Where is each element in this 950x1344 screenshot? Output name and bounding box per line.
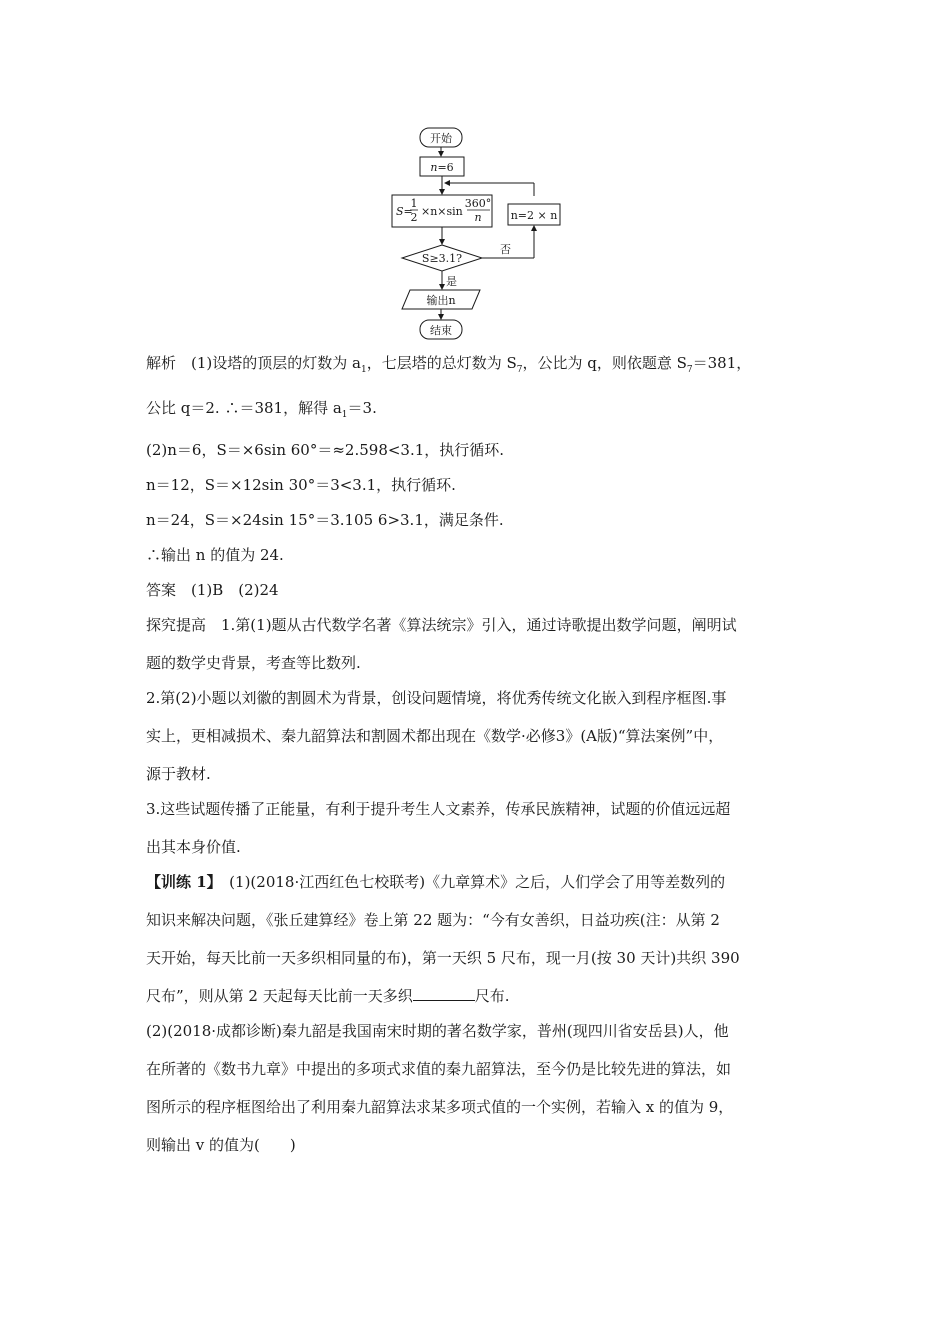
text-line: (2)(2018·成都诊断)秦九韶是我国南宋时期的著名数学家，普州(现四川省安岳县)人，他 [146,1022,729,1040]
flow-yes-label: 是 [446,275,457,288]
flow-half-num: 1 [410,197,418,210]
flow-angle-num: 360° [464,197,492,210]
flow-init-label: n=6 [430,161,454,174]
text-line: 在所著的《数书九章》中提出的多项式求值的秦九韶算法，至今仍是比较先进的算法，如 [146,1060,732,1078]
flow-half-den: 2 [410,211,418,224]
text-line: n＝12，S＝×12sin 30°＝3<3.1，执行循环. [146,476,456,494]
flow-compute-mid: ×n×sin [421,205,463,218]
text-line: 题的数学史背景，考查等比数列. [146,654,361,672]
text-line: 则输出 v 的值为( ) [146,1136,296,1154]
answer-line: 答案 (1)B (2)24 [146,581,279,599]
text-line: (2)n＝6，S＝×6sin 60°＝≈2.598<3.1，执行循环. [146,441,505,459]
text-line: 3.这些试题传播了正能量，有利于提升考生人文素养，传承民族精神，试题的价值远远超 [146,800,731,818]
text-line: 公比 q＝2. ∴＝381，解得 $a_1=3$. [146,399,377,420]
text-line: 天开始，每天比前一天多织相同量的布)，第一天织 5 尺布，现一月(按 30 天计)共织 390 [146,949,740,967]
text-line: 源于教材. [146,765,211,783]
text-line: 出其本身价值. [146,838,241,856]
flowchart-svg [380,120,580,350]
answer-blank [413,988,475,1001]
training-label: 【训练 1】 [146,873,215,891]
text-line: 【训练 1】 (1)(2018·江西红色七校联考)《九章算术》之后，人们学会了用等差数列的 [146,873,726,891]
text-line: 实上，更相减损术、秦九韶算法和割圆术都出现在《数学·必修3》(A版)“算法案例”中， [146,727,724,745]
text-line: 尺布”，则从第 2 天起每天比前一天多织 尺布. [146,987,510,1005]
flow-end-label: 结束 [430,324,452,337]
flow-output-label: 输出n [426,294,456,307]
text-line: n＝24，S＝×24sin 15°＝3.105 6>3.1，满足条件. [146,511,504,529]
flow-start-label: 开始 [430,132,452,145]
text-line: 知识来解决问题，《张丘建算经》卷上第 22 题为：“今有女善织，日益功疾(注：从第 2 [146,911,720,929]
text-line: 2.第(2)小题以刘徽的割圆术为背景，创设问题情境，将优秀传统文化嵌入到程序框图.事 [146,689,727,707]
flow-update-label: n=2 × n [510,209,558,222]
document-body [146,354,806,1155]
text-line: 图所示的程序框图给出了利用秦九韶算法求某多项式值的一个实例，若输入 x 的值为 9， [146,1098,734,1116]
flow-no-label: 否 [500,243,511,256]
text-line: ∴输出 n 的值为 24. [146,546,284,564]
text-line: 解析 (1)设塔的顶层的灯数为 $a_1$，七层塔的总灯数为 $S_7$，公比为 q，则依题意 $S_7=381$， [146,354,752,375]
flow-compute-label-a: S= [396,205,413,218]
flow-angle-den: n [474,211,482,224]
flowchart [380,120,580,350]
flow-decision-label: S≥3.1? [421,252,463,265]
text-line: 探究提高 1.第(1)题从古代数学名著《算法统宗》引入，通过诗歌提出数学问题，阐明试 [146,616,737,634]
